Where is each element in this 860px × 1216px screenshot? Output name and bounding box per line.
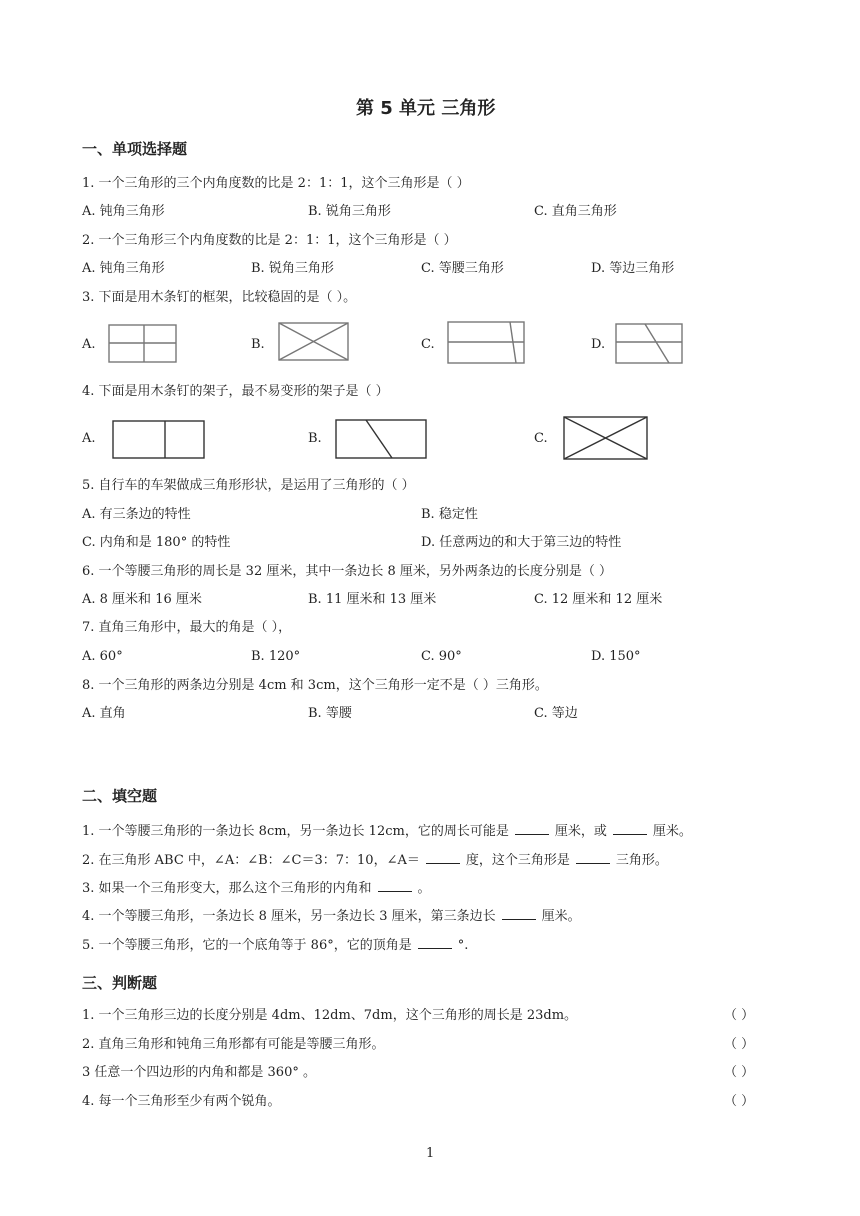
question-2-option-a[interactable]: A. 钝角三角形 bbox=[82, 261, 165, 276]
section-heading-fill-blank: 二、填空题 bbox=[82, 787, 158, 805]
question-3-option-c[interactable]: C. bbox=[421, 337, 435, 352]
section-heading-true-false: 三、判断题 bbox=[82, 974, 158, 992]
question-6-option-b[interactable]: B. 11 厘米和 13 厘米 bbox=[308, 592, 437, 607]
question-7-stem: 7. 直角三角形中，最大的角是（ ）， bbox=[82, 620, 292, 635]
question-7-option-d[interactable]: D. 150° bbox=[591, 649, 641, 664]
question-6-stem: 6. 一个等腰三角形的周长是 32 厘米，其中一条边长 8 厘米，另外两条边的长度分别是（ ） bbox=[82, 564, 613, 579]
fill-question-3: 3. 如果一个三角形变大，那么这个三角形的内角和 。 bbox=[82, 881, 431, 896]
question-6-option-a[interactable]: A. 8 厘米和 16 厘米 bbox=[82, 592, 202, 607]
question-5-stem: 5. 自行车的车架做成三角形形状，是运用了三角形的（ ） bbox=[82, 478, 415, 493]
judge-answer-paren[interactable]: （ ） bbox=[724, 1037, 755, 1052]
answer-blank[interactable] bbox=[418, 936, 452, 949]
page-number: 1 bbox=[426, 1146, 435, 1161]
question-8-option-a[interactable]: A. 直角 bbox=[82, 706, 126, 721]
question-7-option-a[interactable]: A. 60° bbox=[82, 649, 123, 664]
question-4-stem: 4. 下面是用木条钉的架子，最不易变形的架子是（ ） bbox=[82, 384, 389, 399]
frame-figure-b bbox=[278, 322, 350, 362]
page-title: 第 5 单元 三角形 bbox=[356, 98, 496, 119]
judge-question-4: 4. 每一个三角形至少有两个锐角。 bbox=[82, 1094, 281, 1109]
frame-figure-d bbox=[615, 323, 685, 365]
question-8-stem: 8. 一个三角形的两条边分别是 4cm 和 3cm，这个三角形一定不是（ ）三角形。 bbox=[82, 678, 548, 693]
question-1-option-b[interactable]: B. 锐角三角形 bbox=[308, 204, 391, 219]
question-6-option-c[interactable]: C. 12 厘米和 12 厘米 bbox=[534, 592, 663, 607]
answer-blank[interactable] bbox=[515, 822, 549, 835]
question-8-option-c[interactable]: C. 等边 bbox=[534, 706, 578, 721]
frame-figure-a bbox=[108, 324, 178, 364]
judge-answer-paren[interactable]: （ ） bbox=[724, 1065, 755, 1080]
question-1-option-a[interactable]: A. 钝角三角形 bbox=[82, 204, 165, 219]
question-2-option-b[interactable]: B. 锐角三角形 bbox=[251, 261, 334, 276]
answer-blank[interactable] bbox=[613, 822, 647, 835]
judge-answer-paren[interactable]: （ ） bbox=[724, 1008, 755, 1023]
question-3-option-b[interactable]: B. bbox=[251, 337, 265, 352]
frame-figure-c bbox=[447, 321, 527, 365]
fill-question-2: 2. 在三角形 ABC 中，∠A：∠B：∠C＝3：7：10，∠A＝ 度，这个三角形是 三角形。 bbox=[82, 853, 668, 868]
fill-question-1: 1. 一个等腰三角形的一条边长 8cm，另一条边长 12cm，它的周长可能是 厘米，或 厘米。 bbox=[82, 824, 692, 839]
question-5-option-a[interactable]: A. 有三条边的特性 bbox=[82, 507, 191, 522]
question-2-option-c[interactable]: C. 等腰三角形 bbox=[421, 261, 504, 276]
question-5-option-c[interactable]: C. 内角和是 180° 的特性 bbox=[82, 535, 231, 550]
frame-figure-c bbox=[563, 416, 649, 461]
answer-blank[interactable] bbox=[502, 907, 536, 920]
judge-question-2: 2. 直角三角形和钝角三角形都有可能是等腰三角形。 bbox=[82, 1037, 385, 1052]
answer-blank[interactable] bbox=[378, 879, 412, 892]
section-heading-choice: 一、单项选择题 bbox=[82, 140, 188, 158]
question-2-option-d[interactable]: D. 等边三角形 bbox=[591, 261, 675, 276]
judge-answer-paren[interactable]: （ ） bbox=[724, 1094, 755, 1109]
question-2-stem: 2. 一个三角形三个内角度数的比是 2：1：1，这个三角形是（ ） bbox=[82, 233, 457, 248]
question-4-option-a[interactable]: A. bbox=[82, 431, 96, 446]
frame-figure-b bbox=[335, 419, 429, 460]
judge-question-3: 3 任意一个四边形的内角和都是 360° 。 bbox=[82, 1065, 316, 1080]
frame-figure-a bbox=[112, 420, 206, 460]
question-7-option-b[interactable]: B. 120° bbox=[251, 649, 301, 664]
judge-question-1: 1. 一个三角形三边的长度分别是 4dm、12dm、7dm，这个三角形的周长是 23dm。 bbox=[82, 1008, 578, 1023]
question-3-option-d[interactable]: D. bbox=[591, 337, 606, 352]
question-8-option-b[interactable]: B. 等腰 bbox=[308, 706, 352, 721]
question-1-stem: 1. 一个三角形的三个内角度数的比是 2：1：1，这个三角形是（ ） bbox=[82, 176, 470, 191]
question-7-option-c[interactable]: C. 90° bbox=[421, 649, 462, 664]
question-3-option-a[interactable]: A. bbox=[82, 337, 96, 352]
question-1-option-c[interactable]: C. 直角三角形 bbox=[534, 204, 617, 219]
fill-question-5: 5. 一个等腰三角形，它的一个底角等于 86°，它的顶角是 °. bbox=[82, 938, 469, 953]
question-5-option-b[interactable]: B. 稳定性 bbox=[421, 507, 478, 522]
question-3-stem: 3. 下面是用木条钉的框架，比较稳固的是（ ）。 bbox=[82, 290, 357, 305]
answer-blank[interactable] bbox=[426, 851, 460, 864]
fill-question-4: 4. 一个等腰三角形，一条边长 8 厘米，另一条边长 3 厘米，第三条边长 厘米。 bbox=[82, 909, 581, 924]
question-4-option-c[interactable]: C. bbox=[534, 431, 548, 446]
question-5-option-d[interactable]: D. 任意两边的和大于第三边的特性 bbox=[421, 535, 622, 550]
question-4-option-b[interactable]: B. bbox=[308, 431, 322, 446]
answer-blank[interactable] bbox=[576, 851, 610, 864]
